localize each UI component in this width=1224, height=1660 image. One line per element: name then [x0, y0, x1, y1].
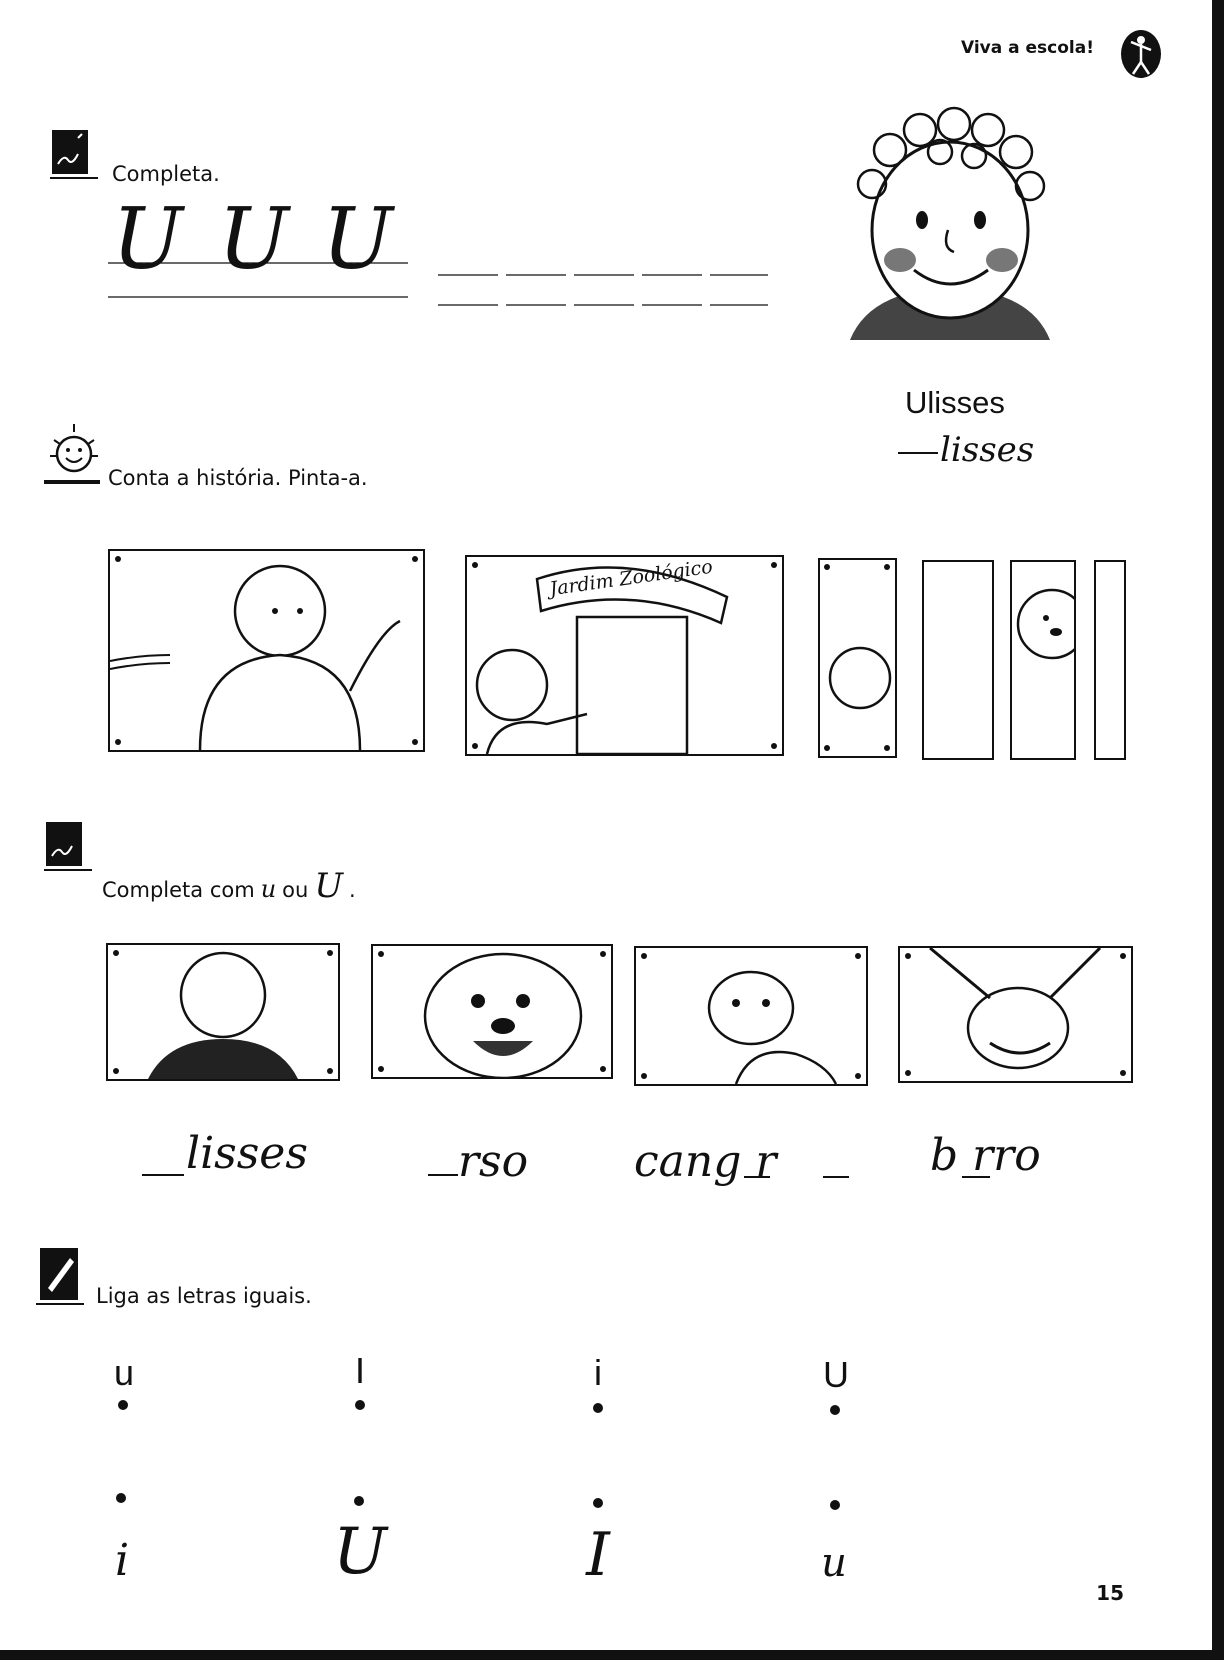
ulisses-portrait-illustration [830, 100, 1070, 350]
story-frame-3-bar [1094, 560, 1126, 760]
stick-figure-logo-icon [1118, 28, 1164, 80]
fill-blank-line[interactable] [428, 1174, 458, 1176]
cursive-letter: U [322, 190, 393, 288]
section-instruction: Liga as letras iguais. [96, 1284, 312, 1308]
pen-writing-icon [50, 128, 98, 180]
match-letter-bottom: I [586, 1520, 610, 1590]
story-frame-3-bar [922, 560, 994, 760]
fill-word: lisses [186, 1128, 308, 1179]
section-instruction: Conta a história. Pinta-a. [108, 466, 368, 490]
page-bottom-shadow [0, 1650, 1224, 1660]
section-instruction [102, 866, 356, 906]
picture-bear [371, 944, 613, 1079]
instruction-text: . [348, 878, 356, 902]
header-title: Viva a escola! [960, 38, 1094, 58]
fill-blank-line[interactable] [142, 1174, 184, 1176]
match-dot-top[interactable] [830, 1405, 840, 1415]
page-edge-shadow [1212, 0, 1224, 1660]
match-letter-top: u [113, 1352, 135, 1393]
cursive-lower-u: u [260, 875, 277, 903]
story-frame-3-bear [1010, 560, 1076, 760]
picture-kangaroo [634, 946, 868, 1086]
handwriting-practice-area[interactable] [108, 205, 768, 315]
match-letter-bottom: u [821, 1540, 847, 1586]
pencil-icon [36, 1244, 84, 1296]
instruction-text: Completa com [102, 878, 255, 902]
match-letter-top: i [594, 1352, 602, 1393]
match-dot-top[interactable] [593, 1403, 603, 1413]
match-dot-bottom[interactable] [116, 1493, 126, 1503]
match-dot-bottom[interactable] [593, 1498, 603, 1508]
fill-word: rso [458, 1136, 529, 1187]
name-label-cursive: lisses [940, 430, 1035, 470]
section-instruction: Completa. [112, 162, 220, 186]
pen-writing-icon [44, 820, 92, 872]
story-frame-1[interactable] [108, 549, 425, 752]
match-dot-bottom[interactable] [354, 1496, 364, 1506]
match-letter-bottom: U [333, 1515, 387, 1589]
picture-ulisses [106, 943, 340, 1081]
story-frame-2[interactable] [465, 555, 784, 756]
cursive-upper-u: U [314, 866, 343, 906]
fill-blank-line[interactable] [823, 1176, 849, 1178]
story-frame-3-panel[interactable] [818, 558, 897, 758]
fill-blank-line[interactable] [962, 1176, 990, 1178]
instruction-text: ou [282, 878, 309, 902]
page-number: 15 [1096, 1581, 1124, 1605]
match-dot-top[interactable] [118, 1400, 128, 1410]
match-letter-top: I [354, 1350, 365, 1391]
match-letter-top: U [823, 1354, 849, 1395]
match-letter-bottom: i [114, 1535, 130, 1586]
match-dot-top[interactable] [355, 1400, 365, 1410]
cursive-letter: U [112, 190, 183, 288]
cursive-letter: U [218, 190, 289, 288]
fill-word: b rro [930, 1130, 1041, 1181]
fill-blank-line[interactable] [898, 452, 938, 454]
name-label-printed: Ulisses [905, 385, 1005, 420]
fill-blank-line[interactable] [744, 1176, 770, 1178]
match-dot-bottom[interactable] [830, 1500, 840, 1510]
fill-word: cang r [634, 1136, 777, 1187]
picture-donkey [898, 946, 1133, 1083]
sun-face-icon [44, 420, 92, 472]
zoo-sign-text: Jardim Zoológico [548, 555, 714, 601]
